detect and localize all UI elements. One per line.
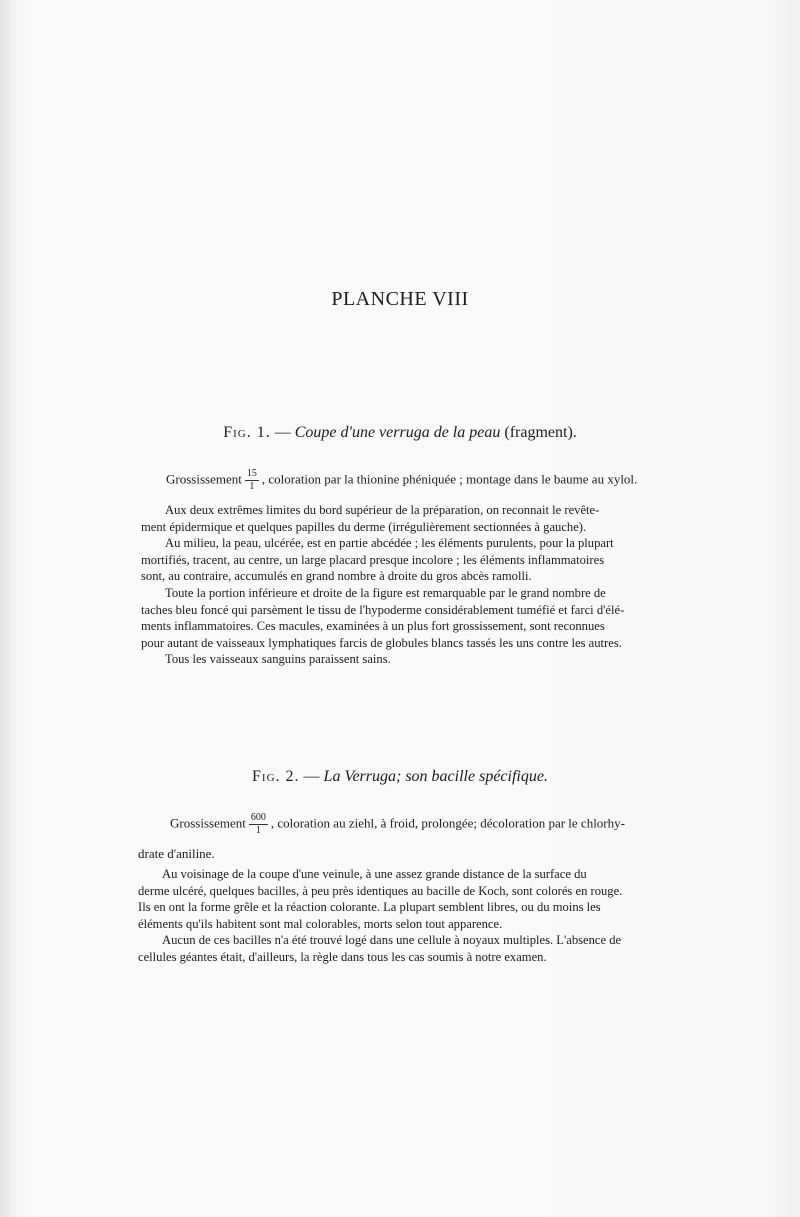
fig2-mag-den: 1 (255, 825, 261, 836)
text-line: ments inflammatoires. Ces macules, examinées à un plus fort grossissement, sont reconnues (141, 619, 605, 633)
fig1-paragraph-3 (141, 585, 659, 651)
fig1-suffix: (fragment). (504, 424, 577, 441)
fig1-heading (0, 424, 800, 442)
fig1-mag-prefix: Grossissement (166, 471, 242, 487)
fig1-dash: — (274, 424, 291, 441)
fig2-dash: — (303, 768, 320, 785)
text-line: pour autant de vaisseaux lymphatiques farcis de globules blancs tassés les uns contre les autres. (141, 635, 622, 650)
fig2-label: Fig. 2. (252, 768, 300, 785)
fig2-title: La Verruga; son bacille spécifique. (323, 768, 548, 785)
fig2-mag-text: , coloration au ziehl, à froid, prolongée; décoloration par le chlorhy- (270, 815, 625, 831)
fig2-mag-num: 600 (250, 812, 266, 823)
fig1-paragraph-2 (141, 535, 659, 585)
text-line: derme ulcéré, quelques bacilles, à peu près identiques au bacille de Koch, sont colorés en rouge. (138, 883, 623, 898)
fig1-paragraph-1 (141, 502, 659, 535)
fig1-mag-den: 1 (249, 481, 255, 492)
fig2-magnification (170, 813, 625, 836)
fig2-mag-fraction (249, 813, 268, 836)
fig1-magnification (166, 469, 637, 492)
plate-title: PLANCHE VIII (331, 288, 469, 310)
text-line: Toute la portion inférieure et droite de la figure est remarquable par le grand nombre de (165, 586, 606, 600)
text-line: mortifiés, tracent, au centre, un large placard presque incolore ; les éléments inflammatoires (141, 552, 605, 567)
text-line: cellules géantes était, d'ailleurs, la règle dans tous les cas soumis à notre examen. (138, 949, 547, 964)
fig2-paragraph-1 (138, 866, 662, 932)
text-line: Au milieu, la peau, ulcérée, est en partie abcédée ; les éléments purulents, pour la plupart (165, 536, 614, 550)
text-line: taches bleu foncé qui parsèment le tissu de l'hypoderme considérablement tuméfié et farci d'élé- (141, 602, 625, 617)
fig1-mag-fraction (245, 469, 259, 492)
fig1-label: Fig. 1. (223, 424, 271, 441)
text-line: Aux deux extrêmes limites du bord supérieur de la préparation, on reconnait le revête- (165, 503, 600, 517)
text-line: Ils en ont la forme grêle et la réaction colorante. La plupart semblent libres, ou du moins les (138, 900, 601, 914)
fig2-magnification-cont (138, 847, 215, 860)
fig1-mag-num: 15 (246, 468, 257, 479)
fig2-paragraph-2 (138, 932, 662, 965)
text-line: Aucun de ces bacilles n'a été trouvé logé dans une cellule à noyaux multiples. L'absence de (162, 933, 622, 947)
fig2-mag-prefix: Grossissement (170, 815, 246, 831)
fig1-title: Coupe d'une verruga de la peau (294, 424, 501, 441)
text-line: éléments qu'ils habitent sont mal colorables, morts selon tout apparence. (138, 916, 503, 931)
fig2-mag-text-2: drate d'aniline. (138, 846, 215, 861)
text-line: sont, au contraire, accumulés en grand nombre à droite du gros abcès ramolli. (141, 569, 532, 583)
fig1-mag-text: , coloration par la thionine phéniquée ; montage dans le baume au xylol. (261, 471, 638, 487)
text-line: Au voisinage de la coupe d'une veinule, à une assez grande distance de la surface du (162, 867, 587, 881)
text-line: Tous les vaisseaux sanguins paraissent sains. (165, 652, 391, 666)
fig2-heading (0, 768, 800, 786)
fig1-paragraph-4 (141, 651, 659, 668)
text-line: ment épidermique et quelques papilles du derme (irrégulièrement sectionnées à gauche). (141, 519, 587, 534)
